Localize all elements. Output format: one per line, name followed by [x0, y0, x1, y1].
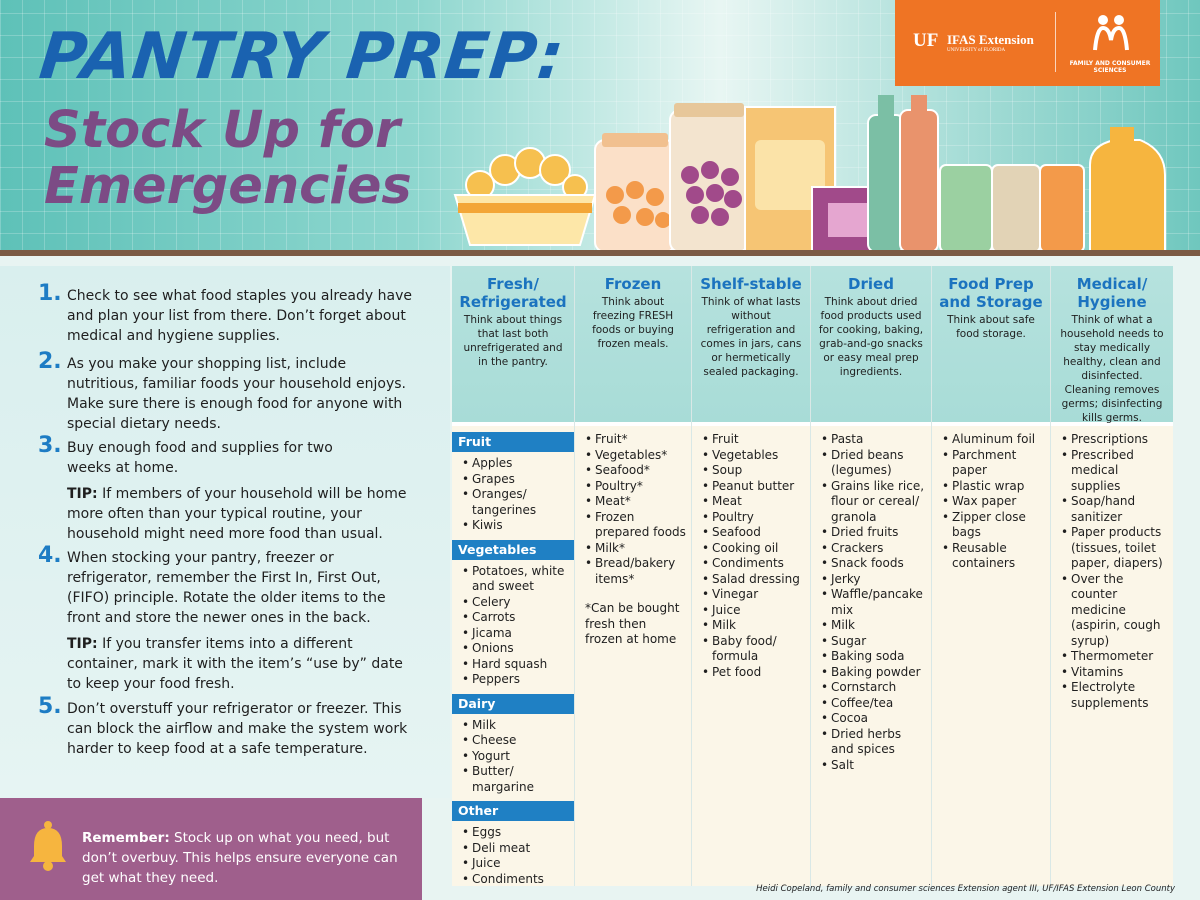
column-fresh-refrigerated — [452, 266, 575, 886]
list-item: • Pasta — [821, 432, 927, 448]
list-item: • Potatoes, white and sweet — [462, 564, 570, 595]
category-header-dairy: Dairy — [452, 694, 574, 714]
column-header — [1051, 266, 1173, 426]
remember-text — [82, 828, 412, 888]
list-item: • Dried fruits — [821, 525, 927, 541]
family-icon — [1091, 12, 1131, 52]
list-item: • Hard squash — [462, 657, 570, 673]
list-item: • Milk — [462, 718, 570, 734]
category-header-other: Other — [452, 801, 574, 821]
list-item: • Cornstarch — [821, 680, 927, 696]
column-header — [452, 266, 574, 426]
list-item: • Baby food/ formula — [702, 634, 806, 665]
tip-text — [67, 484, 417, 544]
list-item: • Juice — [702, 603, 806, 619]
list-item: • Baking soda — [821, 649, 927, 665]
ifas-logo[interactable] — [895, 0, 1160, 86]
list-item: • Snack foods — [821, 556, 927, 572]
column-description: Think about freezing FRESH foods or buying frozen meals. — [592, 296, 674, 350]
item-list — [462, 718, 570, 796]
item-list — [821, 432, 927, 773]
step-text: Buy enough food and supplies for two weeks at home. — [67, 440, 333, 476]
jug-icon — [1090, 127, 1165, 252]
list-item: • Butter/ margarine — [462, 764, 570, 795]
header-banner — [0, 0, 1200, 256]
step-text: When stocking your pantry, freezer or refrigerator, remember the First In, First Out, (FIFO) principle. Rotate the older items to the front and store the newer ones in the back. — [67, 550, 386, 626]
column-body — [932, 432, 1050, 572]
list-item: • Celery — [462, 595, 570, 611]
list-item: • Seafood — [702, 525, 806, 541]
step-text: Check to see what food staples you already have and plan your list from there. Don’t forget about medical and hygiene supplies. — [67, 288, 412, 344]
list-item: • Milk* — [585, 541, 687, 557]
column-dried — [811, 266, 932, 886]
step-number: 2. — [38, 349, 62, 374]
column-frozen — [575, 266, 692, 886]
column-header — [692, 266, 810, 426]
list-item: • Milk — [702, 618, 806, 634]
bottle-icon — [868, 95, 938, 252]
list-item: • Vegetables* — [585, 448, 687, 464]
list-item: • Meat* — [585, 494, 687, 510]
list-item: • Yogurt — [462, 749, 570, 765]
item-list — [462, 456, 570, 534]
column-food-prep-storage — [932, 266, 1051, 886]
column-title: Fresh/ Refrigerated — [459, 275, 567, 311]
list-item: • Seafood* — [585, 463, 687, 479]
list-item: • Salt — [821, 758, 927, 774]
list-item: • Apples — [462, 456, 570, 472]
step-text: As you make your shopping list, include nutritious, familiar foods your household enjoys. Make sure there is enough food for anyone with special dietary needs. — [67, 356, 406, 432]
column-body — [452, 432, 574, 887]
list-item: • Vegetables — [702, 448, 806, 464]
list-item: • Oranges/ tangerines — [462, 487, 570, 518]
list-item: • Peanut butter — [702, 479, 806, 495]
list-item: • Jerky — [821, 572, 927, 588]
column-header — [811, 266, 931, 426]
step-text: Don’t overstuff your refrigerator or freezer. This can block the airflow and make the system work harder to keep food at a safe temperature. — [67, 701, 408, 757]
column-description: Think of what lasts without refrigeration and comes in jars, cans or hermetically sealed packaging. — [700, 296, 802, 378]
list-item: • Coffee/tea — [821, 696, 927, 712]
list-item: • Dried herbs and spices — [821, 727, 927, 758]
list-item: • Prescriptions — [1061, 432, 1169, 448]
column-body — [692, 432, 810, 680]
list-item: • Peppers — [462, 672, 570, 688]
remember-body: Stock up on what you need, but don’t overbuy. This helps ensure everyone can get what they need. — [82, 830, 398, 886]
title-line-1: PANTRY PREP: — [36, 20, 569, 94]
column-description: Think about dried food products used for cooking, baking, grab-and-go snacks or easy meal prep ingredients. — [818, 296, 924, 378]
list-item: • Condiments — [702, 556, 806, 572]
list-item: • Aluminum foil — [942, 432, 1046, 448]
author-credit: Heidi Copeland, family and consumer sciences Extension agent III, UF/IFAS Extension Leon County — [756, 884, 1175, 894]
ifas-logo-text: IFAS Extension — [947, 32, 1034, 47]
list-item: • Paper products (tissues, toilet paper, diapers) — [1061, 525, 1169, 572]
list-item: • Milk — [821, 618, 927, 634]
container-icon — [940, 165, 1084, 252]
jar-icon — [595, 133, 675, 252]
list-item: • Prescribed medical supplies — [1061, 448, 1169, 495]
frozen-footnote: *Can be bought fresh then frozen at home — [585, 601, 680, 646]
list-item: • Cheese — [462, 733, 570, 749]
list-item: • Cooking oil — [702, 541, 806, 557]
column-medical-hygiene — [1051, 266, 1173, 886]
tip-label: TIP: — [67, 636, 98, 652]
item-list — [462, 825, 570, 887]
item-list — [462, 564, 570, 688]
list-item: • Vinegar — [702, 587, 806, 603]
list-item: • Soap/hand sanitizer — [1061, 494, 1169, 525]
remember-callout — [0, 798, 422, 900]
column-body — [575, 432, 691, 648]
column-body — [1051, 432, 1173, 711]
list-item: • Crackers — [821, 541, 927, 557]
university-logo-text: UNIVERSITY of FLORIDA — [947, 48, 1006, 53]
list-item: • Poultry — [702, 510, 806, 526]
list-item: • Plastic wrap — [942, 479, 1046, 495]
list-item: • Over the counter medicine (aspirin, cough syrup) — [1061, 572, 1169, 650]
list-item: • Salad dressing — [702, 572, 806, 588]
category-header-vegetables: Vegetables — [452, 540, 574, 560]
column-shelf-stable — [692, 266, 811, 886]
list-item: • Onions — [462, 641, 570, 657]
step-number: 1. — [38, 281, 62, 306]
category-header-fruit: Fruit — [452, 432, 574, 452]
list-item: • Waffle/pancake mix — [821, 587, 927, 618]
column-title: Medical/ Hygiene — [1076, 275, 1148, 311]
column-header — [575, 266, 691, 426]
column-body — [811, 432, 931, 773]
list-item: • Cocoa — [821, 711, 927, 727]
list-item: • Grapes — [462, 472, 570, 488]
logo-divider — [1055, 12, 1056, 72]
list-item: • Baking powder — [821, 665, 927, 681]
column-header — [932, 266, 1050, 426]
list-item: • Poultry* — [585, 479, 687, 495]
list-item: • Sugar — [821, 634, 927, 650]
list-item: • Jicama — [462, 626, 570, 642]
shelf-divider — [0, 250, 1200, 256]
item-list — [1061, 432, 1169, 711]
list-item: • Parchment paper — [942, 448, 1046, 479]
list-item: • Carrots — [462, 610, 570, 626]
list-item: • Reusable containers — [942, 541, 1046, 572]
tip-body: If you transfer items into a different container, mark it with the item’s “use by” date to keep your food fresh. — [67, 636, 403, 692]
list-item: • Deli meat — [462, 841, 570, 857]
uf-logo-text: UF — [913, 30, 939, 51]
jar-icon — [670, 103, 748, 252]
steps-panel — [0, 266, 450, 798]
item-list — [942, 432, 1046, 572]
list-item: • Dried beans (legumes) — [821, 448, 927, 479]
food-supply-table — [450, 266, 1175, 886]
list-item: • Pet food — [702, 665, 806, 681]
column-description: Think about things that last both unrefrigerated and in the pantry. — [463, 314, 563, 368]
department-logo-text: FAMILY AND CONSUMER SCIENCES — [1069, 60, 1151, 74]
tip-label: TIP: — [67, 486, 98, 502]
column-title: Frozen — [604, 275, 662, 293]
list-item: • Fruit — [702, 432, 806, 448]
list-item: • Zipper close bags — [942, 510, 1046, 541]
list-item: • Eggs — [462, 825, 570, 841]
list-item: • Soup — [702, 463, 806, 479]
bowl-of-fruit-icon — [455, 148, 595, 245]
list-item: • Thermometer — [1061, 649, 1169, 665]
list-item: • Condiments — [462, 872, 570, 888]
list-item: • Kiwis — [462, 518, 570, 534]
pantry-illustration — [450, 95, 1170, 255]
title-line-2: Stock Up for Emergencies — [44, 101, 412, 216]
step-number: 5. — [38, 694, 62, 719]
list-item: • Grains like rice, flour or cereal/ granola — [821, 479, 927, 526]
column-title: Dried — [848, 275, 894, 293]
step-number: 3. — [38, 433, 62, 458]
bell-icon — [28, 820, 68, 872]
list-item: • Meat — [702, 494, 806, 510]
list-item: • Wax paper — [942, 494, 1046, 510]
list-item: • Frozen prepared foods — [585, 510, 687, 541]
list-item: • Vitamins — [1061, 665, 1169, 681]
list-item: • Electrolyte supplements — [1061, 680, 1169, 711]
column-description: Think of what a household needs to stay medically healthy, clean and disinfected. Cleaning removes germs; disinfecting kills germs. — [1060, 314, 1164, 424]
item-list — [702, 432, 806, 680]
column-title: Shelf-stable — [700, 275, 802, 293]
column-title: Food Prep and Storage — [939, 275, 1043, 311]
item-list — [585, 432, 687, 587]
tip-text — [67, 634, 417, 694]
list-item: • Juice — [462, 856, 570, 872]
tip-body: If members of your household will be home more often than your typical routine, your household might need more food than usual. — [67, 486, 407, 542]
remember-label: Remember: — [82, 830, 170, 846]
list-item: • Bread/bakery items* — [585, 556, 687, 587]
list-item: • Fruit* — [585, 432, 687, 448]
column-description: Think about safe food storage. — [947, 314, 1035, 340]
step-number: 4. — [38, 543, 62, 568]
